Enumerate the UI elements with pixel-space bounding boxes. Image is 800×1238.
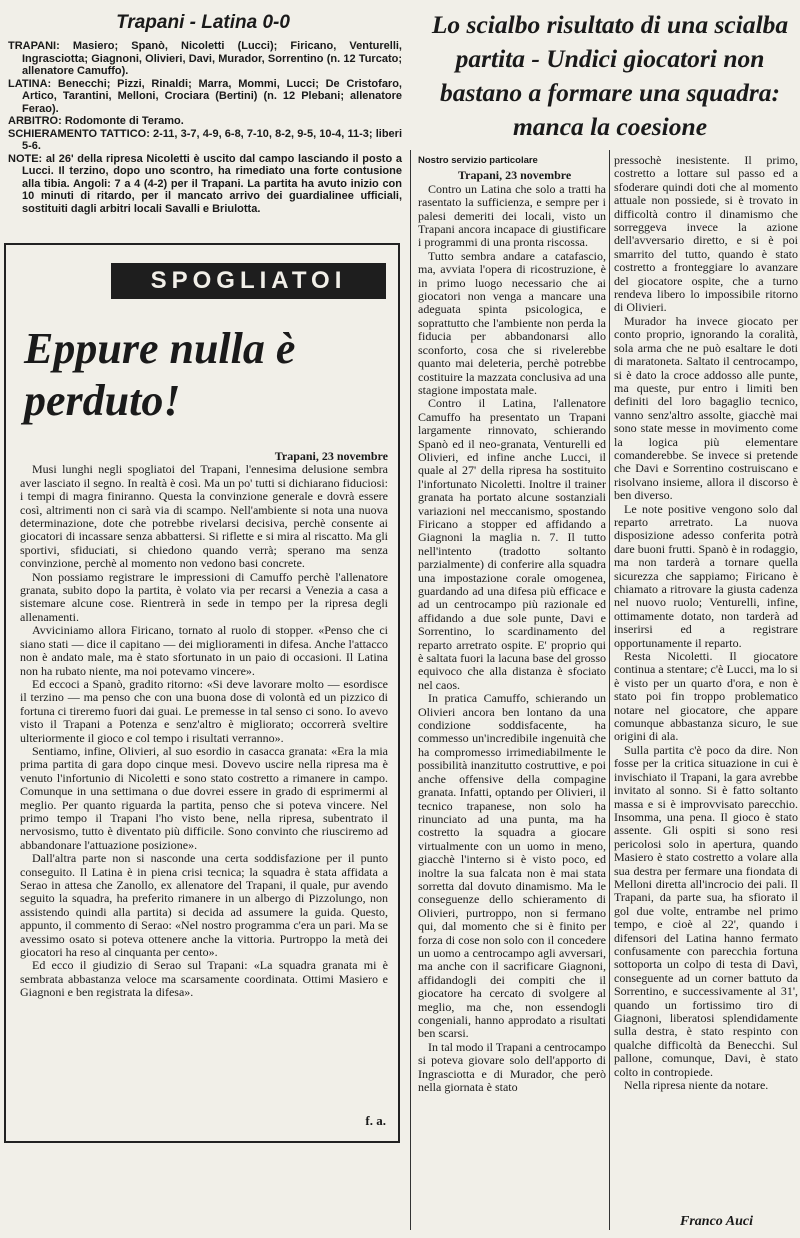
spogliatoi-box [4, 243, 400, 1143]
spogliatoi-banner: SPOGLIATOI [111, 263, 386, 299]
article-paragraph: In pratica Camuffo, schierando un Olivieri ancora ben lontano da una condizione soddisfacente, ha commesso un'incredibile ingenuità che ha compromesso irrimediabilmente le possibilità inanzitutto costruttive, e poi anche offensive della compagine granata. Infatti, optando per Olivieri, il tecnico trapanese, non solo ha rinunciato ad una punta, ma ha costretto la squadra a giocare virtualmente con un uomo in meno, giacchè l'interno si è visto poco, ed inoltre la sua falcata non è mai stata sorretta dal dovuto dinamismo. Ma le conseguenze dello schieramento di Olivieri, purtroppo, non si fermano qui, dal momento che si è finito per forza di cose non solo con il concedere un uomo a centrocampo agli avversari, ma anche con il sacrificare Giagnoni, affidandogli dei compiti che il giocatore ha cercato di svolgere al meglio, ma che, non essendogli congeniali, hanno approdato a risultati ben scarsi. [418, 691, 606, 1041]
lineup-trapani: TRAPANI: Masiero; Spanò, Nicoletti (Lucci); Firicano, Venturelli, Ingrasciotta; Giagnoni, Olivieri, Davi, Murador, Sorrentino (n. 12 Turcato; allenatore Camuffo). [8, 40, 402, 77]
spogliatoi-signature: f. a. [365, 1113, 386, 1128]
spogliatoi-paragraph: Ed eccoci a Spanò, gradito ritorno: «Si deve lavorare molto — esordisce il terzino — ma penso che con una buona dose di volontà ed un pizzico di fortuna ci tireremo fuori dai guai. Le premesse in tal senso ci sono. Io avevo visto il Trapani a Potenza e senz'altro è migliorato; occorrerà sveltire ulteriormente il gioco e col tempo i risultati verranno». [20, 676, 388, 745]
article-paragraph: Resta Nicoletti. Il giocatore continua a stentare; c'è Lucci, ma lo si è visto per un quarto d'ora, e non è stato poi fin troppo problematico notare nel giocatore, che appare comunque abbastanza sicuro, le sue origini di ala. [614, 649, 798, 744]
service-label: Nostro servizio particolare [418, 155, 538, 166]
main-headline: Lo scialbo risultato di una scialba partita - Undici giocatori non bastano a formare una squadra: manca la coesione [431, 10, 789, 141]
article-dateline: Trapani, 23 novembre [458, 168, 572, 183]
spogliatoi-dateline: Trapani, 23 novembre [274, 449, 388, 463]
spogliatoi-paragraph: Non possiamo registrare le impressioni di Camuffo perchè l'allenatore granata, subito dopo la partita, è volato via per recarsi a Venezia a casa a sistemare alcune cose. Rientrerà in sede in tempo per la ripresa degli allenamenti. [20, 569, 388, 624]
match-summary-box [4, 6, 402, 234]
spogliatoi-body [20, 450, 388, 1000]
spogliatoi-paragraph: Avviciniamo allora Firicano, tornato al ruolo di stopper. «Penso che ci siano stati — dice il capitano — dei miglioramenti in difesa. Anche l'attacco non è andato male, ma è stato sfortunato in un paio di occasioni. Il Latina non ha rubato niente, ma noi potevamo vincere». [20, 623, 388, 678]
author-byline: Franco Auci [680, 1214, 753, 1229]
article-paragraph: Nella ripresa niente da notare. [624, 1078, 769, 1093]
article-paragraph: Contro un Latina che solo a tratti ha rasentato la sufficienza, e sempre per i palesi demeriti dei locali, visto un Trapani ancora incapace di giustificare i programmi di una pronta riscossa. [418, 181, 606, 250]
article-paragraph: In tal modo il Trapani a centrocampo si poteva giovare solo dell'apporto di Ingrasciotta e di Murador, che però nella giornata è stato [418, 1039, 606, 1095]
match-notes: NOTE: al 26' della ripresa Nicoletti è uscito dal campo lasciando il posto a Lucci. Il terzino, dopo uno scontro, ha rimediato una forte contusione alla tibia. Angoli: 7 a 4 (4-2) per il Trapani. La partita ha avuto inizio con 10 minuti di ritardo, per il mancato arrivo dei guardialinee ufficiali, sostituiti dagli arbitri locali Savalli e Briulotta. [8, 152, 402, 215]
referee-line: ARBITRO: Rodomonte di Teramo. [8, 115, 184, 127]
spogliatoi-paragraph: Ed ecco il giudizio di Serao sul Trapani: «La squadra granata mi è sembrata abbastanza veloce ma scarsamente coordinata. Ottimi Masiero e Giagnoni e ben registrata la difesa». [20, 958, 388, 1000]
article-paragraph: Murador ha invece giocato per conto proprio, ignorando la coralità, sola arma che ne può esaltare le doti di maratoneta. Saltato il centrocampo, si è dato la croce addosso alle punte, ma queste, pur entro i limiti ben definiti del loro bagaglio tecnico, vanno senz'altro assolte, giacchè mai sono state messe in movimento come la logica più elementare comanderebbe. Se invece si pretende che Davi e Sorrentino costruiscano e risolvano insieme, allora il discorso è ben diverso. [614, 313, 798, 503]
spogliatoi-paragraph: Sentiamo, infine, Olivieri, al suo esordio in casacca granata: «Era la mia prima partita di gara dopo cinque mesi. Dovevo uscire nella ripresa ma è venuto l'infortunio di Nicoletti e sono stato costretto a rimanere in campo. Comunque in una settimana o due dovrei essere in grado di esprimermi al meglio. Per quanto riguarda la partita, penso che si poteva vincere. Nel primo tempo il Trapani l'ho visto bene, nella ripresa, subentrato il nervosismo, tutto è diventato più difficile. Sono convinto che riusciremo ad abbandonare l'attuazione posizione». [20, 743, 388, 852]
match-title: Trapani - Latina 0-0 [116, 12, 290, 33]
article-paragraph: Le note positive vengono solo dal reparto arretrato. La nuova disposizione adesso conferita potrà dare buoni frutti. Spanò è in rodaggio, ma non tarderà a tornare quella sicurezza che sappiamo; Firicano è chiamato a ritrovare la giusta cadenza nel nuovo ruolo; Venturelli, infine, ottimamente dotato, non tarderà ad inserirsi ed a registrare opportunamente il reparto. [614, 501, 798, 650]
article-paragraph: Sulla partita c'è poco da dire. Non fosse per la critica situazione in cui è invischiato il Trapani, la gara avrebbe invitato al sonno. Si è fatto soltanto massa e si è improvvisato parecchio. Insomma, una pena. Il gioco è stato assente. Gli ospiti si sono resi pericolosi solo in apertura, quando Masiero è stato costretto a volare alla sua destra per fermare una fiondata di Melloni diretta all'incrocio dei pali. Il Trapani, da parte sua, ha sfiorato il gol due volte, entrambe nel primo tempo, e cioè al 22', quando i difensori del Latina hanno fermato confusamente con parecchia fortuna sottoporta un colpo di testa di Davì, conseguente ad un corner battuto da Sorrentino, e successivamente al 31', quando un fortissimo tiro di Giagnoni, liberatosi splendidamente sulla destra, è stato respinto con qualche difficoltà da Benecchi. Sul pallone, comunque, Davi, è stato colto in contropiede. [614, 742, 798, 1079]
spogliatoi-paragraph: Musi lunghi negli spogliatoi del Trapani, l'ennesima delusione sembra aver lasciato il segno. In realtà è così. Ma un po' tutti si dichiarano fiduciosi: i tempi di magra finiranno. Questa la convinzione generale e dovrà essere così, altrimenti non ci sarà via di scampo. Nell'ambiente si nota una nuova determinazione, dote che potrebbe rivelarsi decisiva, perchè consente ai giocatori di incassare senza abbattersi. Si riflette e si mira al riscatto. Ma gli sportivi, sfiduciati, si chiedono quando verrà; sperano ma senza convinzione, perchè al momento non vedono basi concrete. [20, 462, 388, 571]
spogliatoi-paragraph: Dall'altra parte non si nasconde una certa soddisfazione per il punto conseguito. Il Latina è in piena crisi tecnica; la squadra è stata affidata a Serao in attesa che Zanollo, ex allenatore del Trapani, il quale, pur avendo seguito la squadra, ha preferito rimanere in un albergo di Pizzolungo, non assistendo quindi alla partita) si decida ad assumere la guida. Questo, appunto, il commento di Serao: «Nel nostro programma c'era un pari. Ma se avessimo osato si poteva ottenere anche la vittoria. Purtroppo la metà dei giocatori ha reso al cinquanta per cento». [20, 851, 388, 960]
tactical-scheme: SCHIERAMENTO TATTICO: 2-11, 3-7, 4-9, 6-8, 7-10, 8-2, 9-5, 10-4, 11-3; liberi 5-6. [8, 127, 402, 152]
column-rule [410, 150, 411, 1230]
article-paragraph: Tutto sembra andare a catafascio, ma, avviata l'opera di ricostruzione, è in primo luogo necessario che ai giocatori non venga a mancare una adeguata spinta psicologica, e soprattutto che l'ambiente non perda la fiducia per abbandonarsi allo sconforto, cosa che si rivelerebbe quanto mai deleteria, perchè potrebbe costituire la mazzata conclusiva ad una stagione impostata male. [418, 248, 606, 397]
article-paragraph: pressochè inesistente. Il primo, costretto a lottare sul passo ed a sfoderare quindi doti che al momento attuale non possiede, si è trovato in difficoltà contro il dinamismo che sorreggeva invece la azione dell'avversario diretto, e si è poi smarrito del tutto, quando è stato costretto a fronteggiare lo avanzare del giocatore ospite, che a turno rendeva libero lo impossibile ritorno di Olivieri. [614, 153, 798, 315]
spogliatoi-title: Eppure nulla è perduto! [24, 324, 296, 425]
article-column-middle [418, 154, 606, 1094]
article-column-right [614, 154, 798, 1092]
article-paragraph: Contro il Latina, l'allenatore Camuffo ha presentato un Trapani largamente rinnovato, schierando Spanò ed il neo-granata, Venturelli ed Olivieri, ed infine anche Lucci, il quale al 27' della ripresa ha sostituito l'infortunato Nicoletti. Inoltre il trainer granata ha portato alcune sostanziali variazioni nel meccanismo, spostando Firicano a stopper ed affidando a Giagnoni la maglia n. 7. Il tutto nell'intento (tradotto soltanto parzialmente) di conferire alla squadra una impostazione corale omogenea, guardando ad una difesa più efficace e ad un centrocampo più razionale ed affidando a due sole punte, Davi e Sorrentino, lo scardinamento del reparto arretrato ospite. E' proprio qui è saltata fuori la lacuna base del grosso equivoco che alla distanza è sfociato nel caos. [418, 396, 606, 692]
lineup-latina: LATINA: Benecchi; Pizzi, Rinaldi; Marra, Mommi, Lucci; De Cristofaro, Artico, Tarantini, Melloni, Crociara (Bertini) (n. 12 Plebani; allenatore Ferao). [8, 77, 402, 115]
column-rule [609, 150, 610, 1230]
